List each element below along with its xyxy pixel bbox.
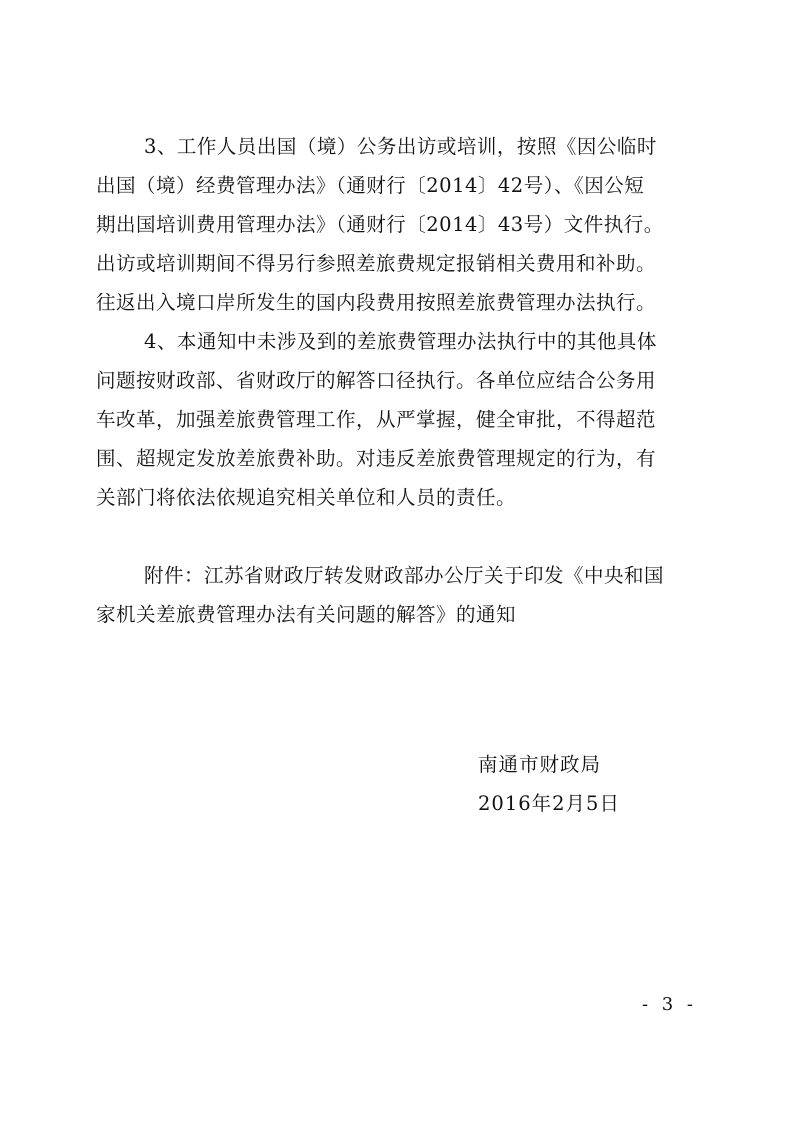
signature-date: 2016年2月5日	[478, 792, 620, 815]
para-4-line-1: 4、本通知中未涉及到的差旅费管理办法执行中的其他具体	[144, 330, 657, 353]
para-4-line-4: 围、超规定发放差旅费补助。对违反差旅费管理规定的行为，有	[96, 447, 657, 470]
signature-org: 南通市财政局	[478, 753, 602, 776]
page-number: - 3 -	[641, 994, 697, 1015]
attachment-line-1: 附件：江苏省财政厅转发财政部办公厅关于印发《中央和国	[144, 564, 665, 587]
para-4-line-3: 车改革，加强差旅费管理工作，从严掌握，健全审批，不得超范	[96, 408, 657, 431]
para-3-line-1: 3、工作人员出国（境）公务出访或培训，按照《因公临时	[144, 135, 657, 158]
para-3-line-2: 出国（境）经费管理办法》（通财行〔2014〕42号）、《因公短	[96, 174, 645, 197]
para-4-line-5: 关部门将依法依规追究相关单位和人员的责任。	[96, 486, 517, 509]
para-4-line-2: 问题按财政部、省财政厅的解答口径执行。各单位应结合公务用	[96, 369, 657, 392]
para-3-line-4: 出访或培训期间不得另行参照差旅费规定报销相关费用和补助。	[96, 252, 657, 275]
para-3-line-3: 期出国培训费用管理办法》（通财行〔2014〕43号）文件执行。	[96, 213, 664, 236]
para-3-line-5: 往返出入境口岸所发生的国内段费用按照差旅费管理办法执行。	[96, 291, 657, 314]
attachment-line-2: 家机关差旅费管理办法有关问题的解答》的通知	[96, 603, 517, 626]
